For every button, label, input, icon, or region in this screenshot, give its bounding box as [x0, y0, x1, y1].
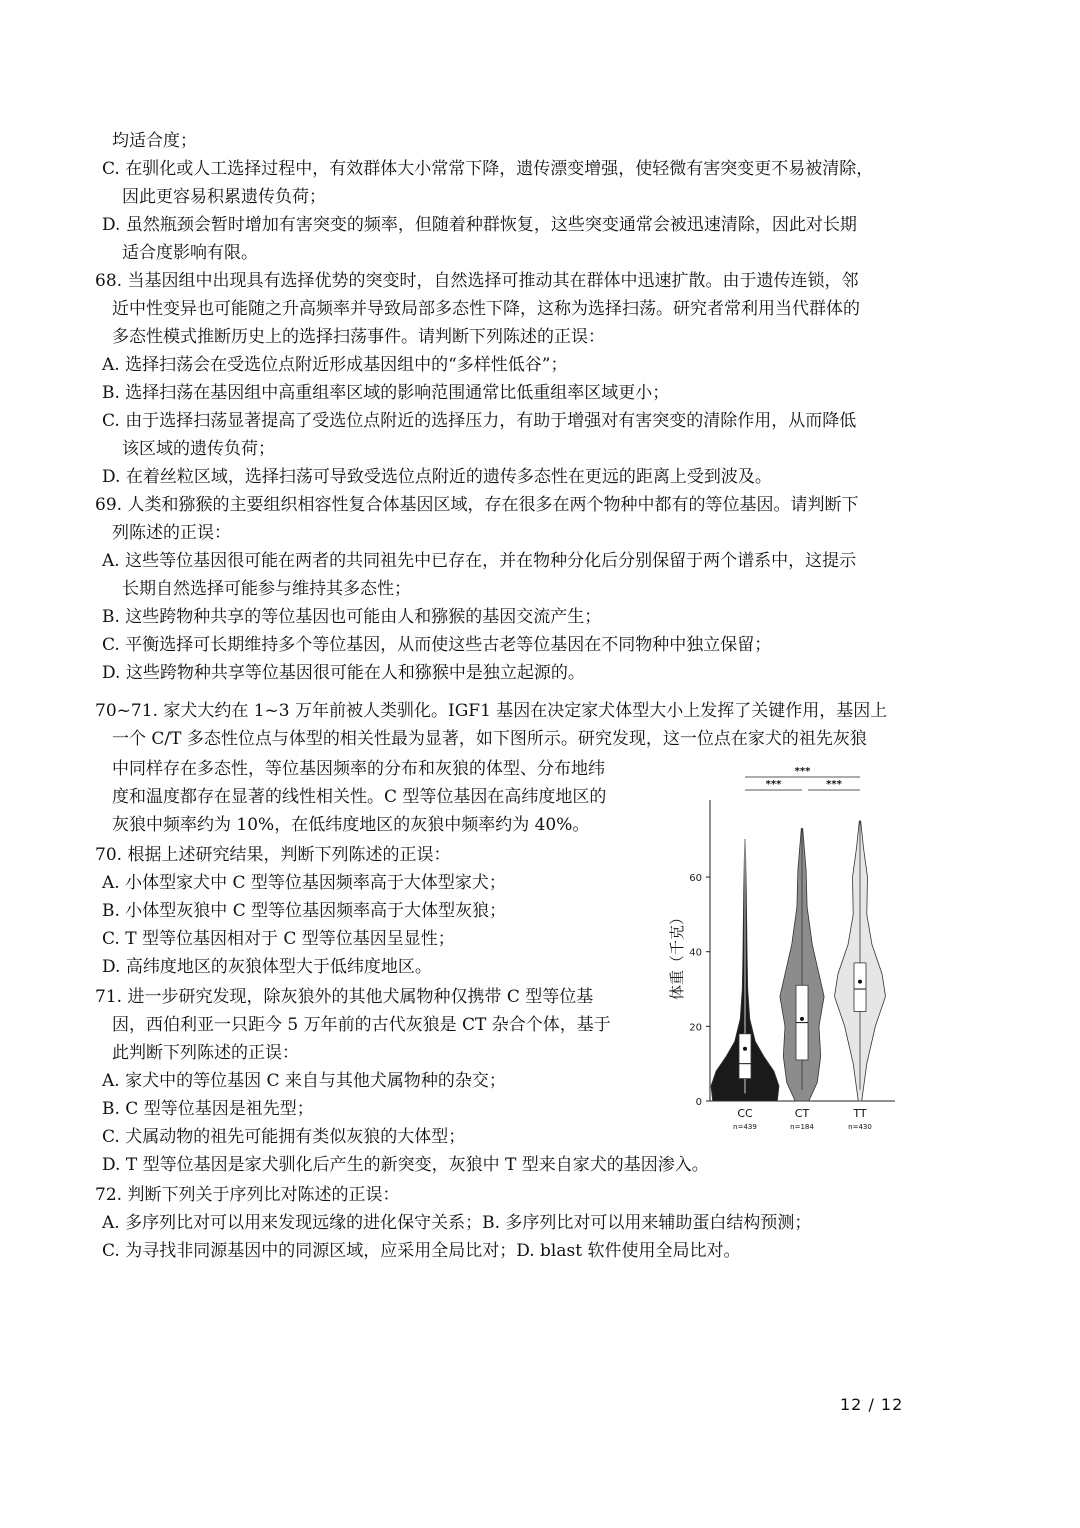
y-axis-label: 体重（千克） [668, 909, 686, 1001]
text-line: D. 高纬度地区的灰狼体型大于低纬度地区。 [102, 957, 432, 977]
text-line: A. 家犬中的等位基因 C 来自与其他犬属物种的杂交； [102, 1071, 506, 1091]
box-cc [739, 1034, 751, 1079]
text-line: B. 这些跨物种共享的等位基因也可能由人和猕猴的基因交流产生； [102, 607, 602, 627]
text-line: C. 在驯化或人工选择过程中，有效群体大小常常下降，遗传漂变增强，使轻微有害突变更不易被清除， [102, 159, 874, 179]
significance-label: *** [826, 779, 842, 790]
text-line: 该区域的遗传负荷； [122, 439, 275, 459]
box-tt [854, 963, 866, 1012]
text-line: 69. 人类和猕猴的主要组织相容性复合体基因区域，存在很多在两个物种中都有的等位基因。请判断下 [95, 495, 859, 515]
text-line: 71. 进一步研究发现，除灰狼外的其他犬属物种仅携带 C 型等位基 [95, 987, 594, 1007]
page-number: 12 / 12 [840, 1395, 904, 1414]
text-line: 近中性变异也可能随之升高频率并导致局部多态性下降，这称为选择扫荡。研究者常利用当代群体的 [112, 299, 860, 319]
text-line: 一个 C/T 多态性位点与体型的相关性最为显著，如下图所示。研究发现，这一位点在家犬的祖先灰狼 [112, 729, 867, 749]
significance-label: *** [794, 766, 811, 777]
x-tick-label: TT [853, 1107, 867, 1120]
sample-size-label: n=184 [790, 1123, 814, 1131]
y-tick-label: 20 [689, 1022, 702, 1034]
x-tick-label: CC [737, 1107, 753, 1120]
text-line: A. 小体型家犬中 C 型等位基因频率高于大体型家犬； [102, 873, 506, 893]
text-line: 因，西伯利亚一只距今 5 万年前的古代灰狼是 CT 杂合个体，基于 [112, 1015, 611, 1035]
text-line: 70~71. 家犬大约在 1~3 万年前被人类驯化。IGF1 基因在决定家犬体型大小上发挥了关键作用，基因上 [95, 701, 888, 721]
significance-label: *** [765, 779, 782, 790]
text-line: 68. 当基因组中出现具有选择优势的突变时，自然选择可推动其在群体中迅速扩散。由于遗传连锁，邻 [95, 271, 859, 291]
x-tick-label: CT [794, 1107, 810, 1120]
text-line: 中同样存在多态性，等位基因频率的分布和灰狼的体型、分布地纬 [112, 759, 605, 779]
text-line: 72. 判断下列关于序列比对陈述的正误： [95, 1185, 400, 1205]
text-line: A. 多序列比对可以用来发现远缘的进化保守关系；B. 多序列比对可以用来辅助蛋白结构预测； [102, 1213, 812, 1233]
sample-size-label: n=430 [848, 1123, 872, 1131]
text-line: C. 为寻找非同源基因中的同源区域，应采用全局比对；D. blast 软件使用全局比对。 [102, 1241, 741, 1261]
sample-size-label: n=439 [733, 1123, 757, 1131]
mean-tt [858, 980, 862, 984]
y-tick-label: 60 [689, 873, 702, 885]
text-line: 适合度影响有限。 [122, 243, 258, 263]
text-line: B. 小体型灰狼中 C 型等位基因频率高于大体型灰狼； [102, 901, 507, 921]
y-tick-label: 0 [695, 1097, 702, 1108]
violin-chart [660, 755, 930, 1140]
text-line: 多态性模式推断历史上的选择扫荡事件。请判断下列陈述的正误： [112, 327, 605, 347]
text-line: B. C 型等位基因是祖先型； [102, 1099, 314, 1119]
text-line: 度和温度都存在显著的线性相关性。C 型等位基因在高纬度地区的 [112, 787, 607, 807]
y-tick-label: 40 [689, 947, 702, 959]
text-line: A. 这些等位基因很可能在两者的共同祖先中已存在，并在物种分化后分别保留于两个谱系中，这提示 [102, 551, 857, 571]
text-line: C. 由于选择扫荡显著提高了受选位点附近的选择压力，有助于增强对有害突变的清除作用，从而降低 [102, 411, 857, 431]
text-line: D. T 型等位基因是家犬驯化后产生的新突变，灰狼中 T 型来自家犬的基因渗入。 [102, 1155, 709, 1175]
text-line: C. 平衡选择可长期维持多个等位基因，从而使这些古老等位基因在不同物种中独立保留； [102, 635, 772, 655]
text-line: C. T 型等位基因相对于 C 型等位基因呈显性； [102, 929, 455, 949]
mean-ct [800, 1017, 804, 1021]
text-line: B. 选择扫荡在基因组中高重组率区域的影响范围通常比低重组率区域更小； [102, 383, 670, 403]
text-line: D. 虽然瓶颈会暂时增加有害突变的频率，但随着种群恢复，这些突变通常会被迅速清除，因此对长期 [102, 215, 857, 235]
text-line: 列陈述的正误： [112, 523, 231, 543]
text-line: 灰狼中频率约为 10%，在低纬度地区的灰狼中频率约为 40%。 [112, 815, 590, 835]
text-line: A. 选择扫荡会在受选位点附近形成基因组中的“多样性低谷”； [102, 355, 568, 375]
text-line: 长期自然选择可能参与维持其多态性； [122, 579, 411, 599]
text-line: 70. 根据上述研究结果，判断下列陈述的正误： [95, 845, 451, 865]
text-line: 均适合度； [112, 131, 197, 151]
text-line: 此判断下列陈述的正误： [112, 1043, 299, 1063]
text-line: C. 犬属动物的祖先可能拥有类似灰狼的大体型； [102, 1127, 466, 1147]
text-line: 因此更容易积累遗传负荷； [122, 187, 326, 207]
mean-cc [743, 1047, 747, 1051]
text-line: D. 在着丝粒区域，选择扫荡可导致受选位点附近的遗传多态性在更远的距离上受到波及。 [102, 467, 772, 487]
text-line: D. 这些跨物种共享等位基因很可能在人和猕猴中是独立起源的。 [102, 663, 585, 683]
